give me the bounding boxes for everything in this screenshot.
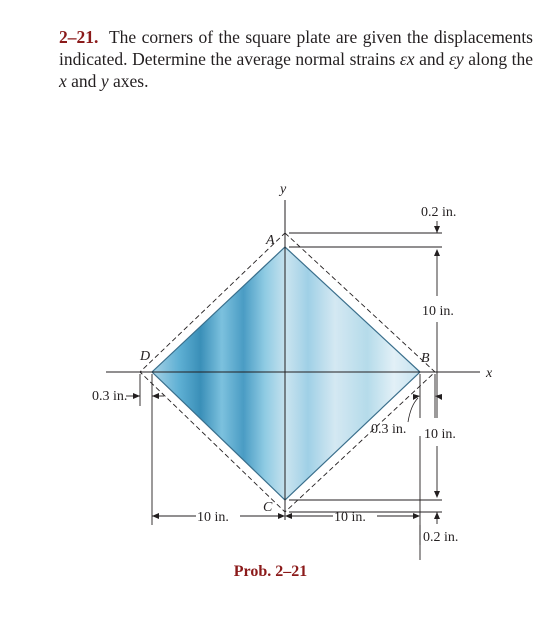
left-displacement-label: 0.3 in. — [92, 389, 128, 404]
bottom-displacement-label: 0.2 in. — [423, 530, 459, 545]
right-disp-leader — [408, 398, 418, 422]
statement-and-2: and — [71, 71, 97, 91]
point-c-label: C — [263, 500, 273, 515]
upper-half-label: 10 in. — [422, 304, 454, 319]
right-half-dim-arrow-left — [285, 513, 292, 519]
x-axis-label: x — [486, 366, 493, 381]
x-symbol: x — [59, 71, 67, 91]
statement-part-2: along the — [468, 49, 534, 69]
bottom-disp-arrowhead — [434, 512, 440, 519]
left-disp-arrowhead-2 — [152, 393, 159, 399]
point-b-label: B — [421, 351, 430, 366]
right-half-label: 10 in. — [334, 510, 366, 525]
statement-axes: axes. — [112, 71, 149, 91]
top-displacement-label: 0.2 in. — [421, 205, 457, 220]
right-displacement-label: 0.3 in. — [371, 422, 407, 437]
statement-part-1: The corners of the square plate are given the displacements indicated. Determine the average normal strains — [59, 27, 533, 69]
statement-and: and — [419, 49, 445, 69]
point-d-label: D — [140, 349, 151, 364]
lower-dim-arrowhead — [434, 491, 440, 498]
right-disp-arrowhead-right — [435, 394, 442, 400]
upper-dim-arrowhead — [434, 249, 440, 256]
problem-number: 2–21. — [59, 27, 99, 47]
left-half-dim-arrow-right — [278, 513, 285, 519]
left-half-label: 10 in. — [197, 510, 229, 525]
y-symbol: y — [100, 71, 109, 91]
figure-caption: Prob. 2–21 — [233, 563, 308, 580]
left-half-dim-arrow-left — [152, 513, 159, 519]
epsilon-y-symbol: εy — [448, 49, 464, 69]
point-a-label: A — [266, 233, 275, 248]
top-disp-arrowhead — [434, 226, 440, 233]
lower-half-label: 10 in. — [424, 427, 456, 442]
left-disp-arrowhead — [133, 393, 140, 399]
deformed-plate — [152, 247, 420, 500]
epsilon-x-symbol: εx — [399, 49, 415, 69]
right-half-dim-arrow-right — [413, 513, 420, 519]
y-axis-label: y — [280, 182, 287, 197]
